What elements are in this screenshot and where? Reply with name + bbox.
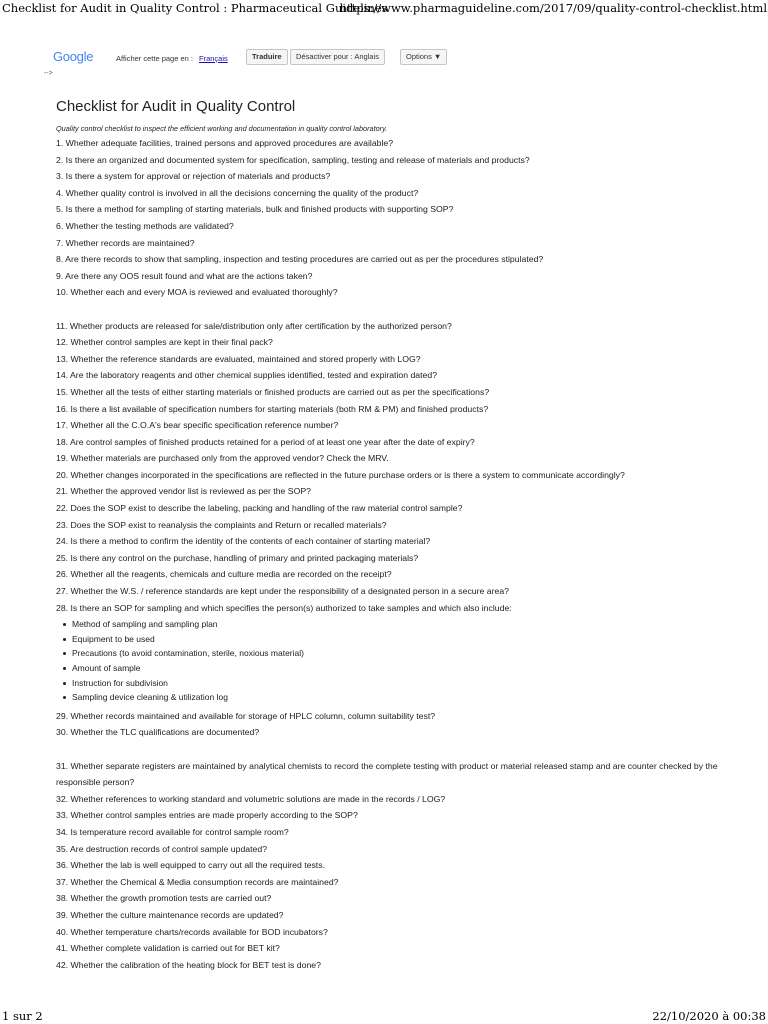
checklist-question: 35. Are destruction records of control sample updated? [56,843,268,854]
checklist-question: 14. Are the laboratory reagents and other chemical supplies identified, tested and expiration dated? [56,370,438,381]
checklist-group-1 [56,135,746,301]
google-logo [53,49,93,64]
checklist-question: 22. Does the SOP exist to describe the labeling, packing and handling of the raw material control sample? [56,503,463,514]
checklist-question: 36. Whether the lab is well equipped to carry out all the required tests. [56,860,325,871]
checklist-question: 42. Whether the calibration of the heating block for BET test is done? [56,959,321,970]
checklist-question: 27. Whether the W.S. / reference standards are kept under the responsibility of a designated person in a secure area? [56,586,509,597]
checklist-question: 17. Whether all the C.O.A's bear specific specification reference number? [56,420,339,431]
checklist-question: 24. Is there a method to confirm the identity of the contents of each container of starting material? [56,536,431,547]
checklist-question: 6. Whether the testing methods are validated? [56,220,234,231]
checklist-question: 12. Whether control samples are kept in their final pack? [56,337,273,348]
checklist-question: 30. Whether the TLC qualifications are documented? [56,727,260,738]
print-header [0,1,768,17]
checklist-question: 37. Whether the Chemical & Media consumption records are maintained? [56,876,339,887]
translate-button[interactable]: Traduire [246,49,288,65]
bullet-item: Amount of sample [72,661,746,676]
translate-label: Afficher cette page en : [116,54,193,63]
spacer [56,741,746,758]
checklist-question: 21. Whether the approved vendor list is reviewed as per the SOP? [56,486,311,497]
checklist-question: 39. Whether the culture maintenance records are updated? [56,909,284,920]
checklist-group-2 [56,318,746,617]
checklist-question: 40. Whether temperature charts/records available for BOD incubators? [56,926,328,937]
article-intro: Quality control checklist to inspect the efficient working and documentation in quality control laboratory. [56,124,388,133]
bullet-item: Equipment to be used [72,632,746,647]
checklist-question: 29. Whether records maintained and available for storage of HPLC column, column suitability test? [56,710,436,721]
bullet-item: Sampling device cleaning & utilization log [72,690,746,705]
article-title: Checklist for Audit in Quality Control [56,98,296,115]
checklist-question: 34. Is temperature record available for control sample room? [56,826,289,837]
checklist [56,135,746,973]
google-translate-bar [52,47,612,67]
checklist-question: 41. Whether complete validation is carried out for BET kit? [56,943,280,954]
sampling-requirements-list [56,617,746,705]
checklist-question: 7. Whether records are maintained? [56,237,195,248]
checklist-question: 8. Are there records to show that sampling, inspection and testing procedures are carried out as per the procedures stipulated? [56,254,544,265]
page-number: 1 sur 2 [2,1009,43,1023]
options-button[interactable]: Options ▼ [400,49,447,65]
checklist-question: 3. Is there a system for approval or rejection of materials and products? [56,171,331,182]
checklist-question: 11. Whether products are released for sale/distribution only after certification by the authorized person? [56,320,452,331]
checklist-question: 1. Whether adequate facilities, trained persons and approved procedures are available? [56,138,394,148]
print-page-url: https://www.pharmaguideline.com/2017/09/quality-control-checklist.html [339,1,767,15]
checklist-question: 26. Whether all the reagents, chemicals and culture media are recorded on the receipt? [56,569,392,580]
checklist-question: 32. Whether references to working standard and volumetric solutions are made in the records / LOG? [56,793,446,804]
checklist-question: 18. Are control samples of finished products retained for a period of at least one year after the date of expiry? [56,436,475,447]
checklist-question: 28. Is there an SOP for sampling and which specifies the person(s) authorized to take samples and which also include: [56,602,512,613]
bullet-item: Precautions (to avoid contamination, sterile, noxious material) [72,646,746,661]
google-logo-text: Google [53,49,94,64]
checklist-question: 13. Whether the reference standards are evaluated, maintained and stored properly with LOG? [56,353,421,364]
bullet-item: Instruction for subdivision [72,676,746,691]
spacer [56,301,746,318]
print-datetime: 22/10/2020 à 00:38 [652,1009,766,1023]
checklist-question: 19. Whether materials are purchased only from the approved vendor? Check the MRV. [56,453,389,464]
print-page-title: Checklist for Audit in Quality Control : Pharmaceutical Guidelines [2,1,388,15]
checklist-question: 23. Does the SOP exist to reanalysis the complaints and Return or recalled materials? [56,519,387,530]
language-link[interactable]: Français [199,54,228,63]
checklist-question: 5. Is there a method for sampling of starting materials, bulk and finished products with supporting SOP? [56,204,454,215]
checklist-question: 4. Whether quality control is involved in all the decisions concerning the quality of the product? [56,187,419,198]
checklist-question: 16. Is there a list available of specification numbers for starting materials (both RM & PM) and finished products? [56,403,489,414]
checklist-question: 15. Whether all the tests of either starting materials or finished products are carried out as per the specifications? [56,386,490,397]
checklist-question: 25. Is there any control on the purchase, handling of primary and printed packaging materials? [56,552,419,563]
checklist-group-3 [56,708,746,741]
disable-translate-button[interactable]: Désactiver pour : Anglais [290,49,385,65]
print-footer [0,1009,768,1023]
html-comment-fragment: --> [44,70,53,77]
checklist-group-4 [56,758,746,974]
checklist-question: 31. Whether separate registers are maintained by analytical chemists to record the complete testing with product or material released stamp and are counter checked by the responsible person? [56,760,718,788]
checklist-question: 9. Are there any OOS result found and what are the actions taken? [56,270,313,281]
checklist-question: 33. Whether control samples entries are made properly according to the SOP? [56,810,358,821]
bullet-item: Method of sampling and sampling plan [72,617,746,632]
checklist-question: 38. Whether the growth promotion tests are carried out? [56,893,272,904]
checklist-question: 2. Is there an organized and documented system for specification, sampling, testing and release of materials and products? [56,154,530,165]
checklist-question: 10. Whether each and every MOA is reviewed and evaluated thoroughly? [56,287,338,298]
checklist-question: 20. Whether changes incorporated in the specifications are reflected in the future purchase orders or is there a system to communicate accordingly? [56,469,625,480]
article [56,97,746,973]
